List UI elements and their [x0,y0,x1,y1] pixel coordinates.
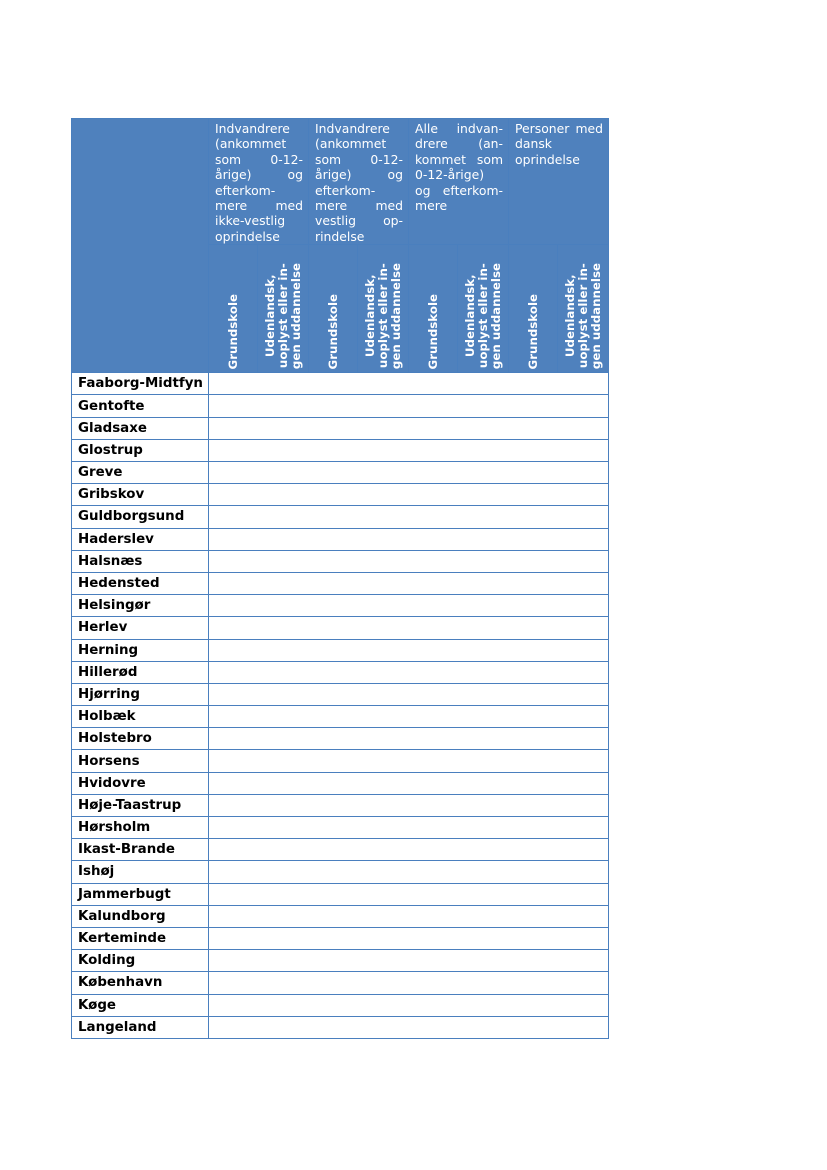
municipality-name: Køge [72,994,209,1016]
municipality-name: Halsnæs [72,550,209,572]
data-cells [209,439,609,461]
table-row [72,528,609,550]
municipality-name: Herlev [72,617,209,639]
table-row [72,817,609,839]
data-cells [209,595,609,617]
municipality-name: Glostrup [72,439,209,461]
table-row [72,728,609,750]
table-row [72,927,609,949]
table-row [72,683,609,705]
table-row [72,506,609,528]
table-row [72,972,609,994]
subheader-grundskole: Grundskole [509,245,558,373]
group-header-non-western: Indvandrere (ankommet som 0-12-årige) og efterkom-mere med ikke-vestlig oprindelse [209,119,309,245]
data-cells [209,972,609,994]
data-cells [209,484,609,506]
municipality-name: Holbæk [72,706,209,728]
municipality-name: Greve [72,462,209,484]
subheader-grundskole: Grundskole [309,245,358,373]
table-row [72,750,609,772]
table-row [72,639,609,661]
municipality-name: Gladsaxe [72,417,209,439]
table-row [72,462,609,484]
municipality-name: Ishøj [72,861,209,883]
data-cells [209,994,609,1016]
data-cells [209,817,609,839]
municipality-name: Hørsholm [72,817,209,839]
table-row [72,439,609,461]
municipality-name: Hedensted [72,572,209,594]
data-cells [209,572,609,594]
table-row [72,550,609,572]
table-body [72,373,609,1039]
table-row [72,595,609,617]
group-header-all-immigrants: Alle indvan-drere (an-kommet som 0-12-årige) og efterkom-mere [409,119,509,245]
table-row [72,861,609,883]
data-cells [209,528,609,550]
data-cells [209,883,609,905]
data-cells [209,772,609,794]
municipality-name: Guldborgsund [72,506,209,528]
municipality-name: Høje-Taastrup [72,794,209,816]
data-cells [209,1016,609,1038]
municipality-name: Kalundborg [72,905,209,927]
data-cells [209,506,609,528]
table-row [72,661,609,683]
data-cells [209,639,609,661]
subheader-foreign-education: Udenlandsk, uoplyst eller in- gen uddannelse [458,245,509,373]
municipality-name: Hjørring [72,683,209,705]
municipality-name: Gentofte [72,395,209,417]
education-table [71,118,609,1039]
data-cells [209,794,609,816]
municipality-header-cell [72,119,209,373]
municipality-name: Kolding [72,950,209,972]
group-header-danish-origin: Personer med dansk oprindelse [509,119,609,245]
data-cells [209,927,609,949]
table-row [72,794,609,816]
data-cells [209,373,609,395]
municipality-name: Herning [72,639,209,661]
table-row [72,572,609,594]
subheader-foreign-education: Udenlandsk, uoplyst eller in- gen uddannelse [258,245,309,373]
municipality-name: Horsens [72,750,209,772]
municipality-name: Hvidovre [72,772,209,794]
data-cells [209,395,609,417]
data-cells [209,617,609,639]
municipality-name: Faaborg-Midtfyn [72,373,209,395]
table-row [72,617,609,639]
table-row [72,883,609,905]
table-row [72,417,609,439]
subheader-foreign-education: Udenlandsk, uoplyst eller in- gen uddannelse [358,245,409,373]
data-cells [209,550,609,572]
table-row [72,395,609,417]
data-cells [209,839,609,861]
data-cells [209,905,609,927]
subheader-foreign-education: Udenlandsk, uoplyst eller in- gen uddannelse [558,245,609,373]
municipality-name: København [72,972,209,994]
table-row [72,905,609,927]
municipality-name: Haderslev [72,528,209,550]
municipality-name: Jammerbugt [72,883,209,905]
data-cells [209,728,609,750]
data-cells [209,750,609,772]
table-row [72,373,609,395]
municipality-name: Kerteminde [72,927,209,949]
table-row [72,484,609,506]
table-row [72,950,609,972]
table-row [72,994,609,1016]
municipality-name: Langeland [72,1016,209,1038]
data-cells [209,683,609,705]
data-cells [209,417,609,439]
data-cells [209,706,609,728]
data-cells [209,950,609,972]
municipality-name: Holstebro [72,728,209,750]
table-row [72,772,609,794]
table-row [72,1016,609,1038]
municipality-name: Hillerød [72,661,209,683]
data-cells [209,462,609,484]
table-row [72,706,609,728]
data-cells [209,861,609,883]
municipality-name: Gribskov [72,484,209,506]
table-row [72,839,609,861]
group-header-western: Indvandrere (ankommet som 0-12-årige) og efterkom-mere med vestlig op-rindelse [309,119,409,245]
municipality-name: Helsingør [72,595,209,617]
subheader-grundskole: Grundskole [209,245,258,373]
group-header-row [72,119,609,245]
subheader-grundskole: Grundskole [409,245,458,373]
data-cells [209,661,609,683]
municipality-name: Ikast-Brande [72,839,209,861]
